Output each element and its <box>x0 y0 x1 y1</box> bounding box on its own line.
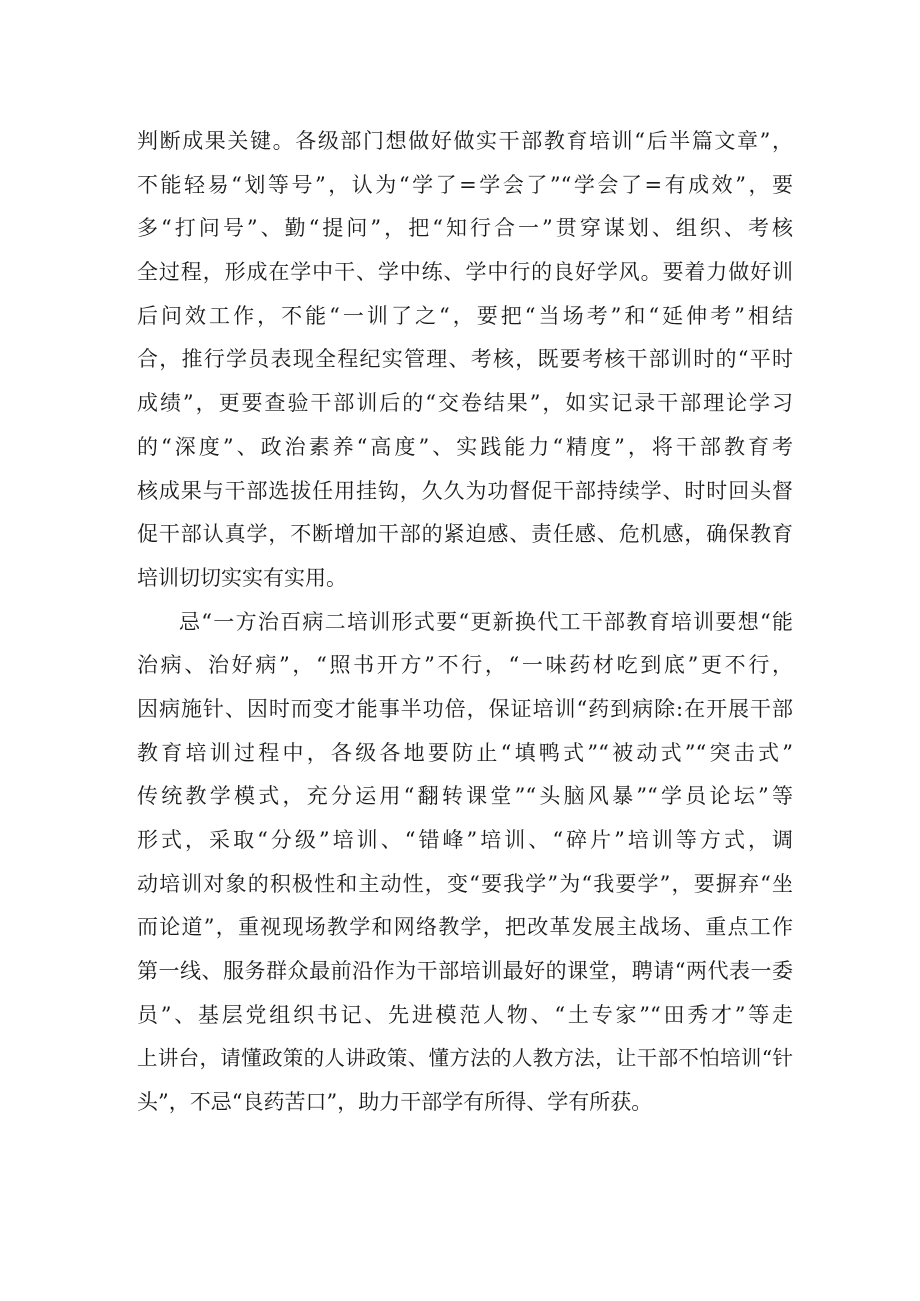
text-line: 不能轻易“划等号”，认为“学了=学会了”“学会了=有成效”，要 <box>137 172 793 197</box>
text-line: 动培训对象的积极性和主动性，变“要我学”为“我要学”，要摒弃“坐 <box>137 871 793 896</box>
text-line: 全过程，形成在学中干、学中练、学中行的良好学风。要着力做好训 <box>137 260 793 285</box>
text-line: 员”、基层党组织书记、先进模范人物、“土专家”“田秀才”等走 <box>137 1002 793 1027</box>
text-line: 促干部认真学，不断增加干部的紧迫感、责任感、危机感，确保教育 <box>137 522 793 547</box>
document-body <box>137 120 793 1125</box>
paragraph-1 <box>137 120 793 601</box>
text-line: 培训切切实实有实用。 <box>137 565 347 590</box>
text-line: 第一线、服务群众最前沿作为干部培训最好的课堂，聘请“两代表一委 <box>137 959 793 984</box>
paragraph-2 <box>137 601 793 1125</box>
text-line: 核成果与干部选拔任用挂钩，久久为功督促干部持续学、时时回头督 <box>137 478 793 503</box>
text-line: 上讲台，请懂政策的人讲政策、懂方法的人教方法，让干部不怕培训“针 <box>137 1046 793 1071</box>
text-line: 治病、治好病”，“照书开方”不行，“一味药材吃到底”更不行， <box>137 653 793 678</box>
text-line: 合，推行学员表现全程纪实管理、考核，既要考核干部训时的“平时 <box>137 347 793 372</box>
text-line: 判断成果关键。各级部门想做好做实干部教育培训“后半篇文章”， <box>137 129 793 153</box>
text-line: 因病施针、因时而变才能事半功倍，保证培训“药到病除:在开展干部 <box>137 696 793 721</box>
text-line: 教育培训过程中，各级各地要防止“填鸭式”“被动式”“突击式” <box>137 740 793 765</box>
text-line: 成绩”，更要查验干部训后的“交卷结果”，如实记录干部理论学习 <box>137 391 793 416</box>
text-line: 忌“一方治百病二培训形式要“更新换代工干部教育培训要想“能 <box>179 609 793 634</box>
text-line: 头”，不忌“良药苦口”，助力干部学有所得、学有所获。 <box>137 1090 653 1115</box>
text-line: 而论道”，重视现场教学和网络教学，把改革发展主战场、重点工作 <box>137 915 793 940</box>
text-line: 形式，采取“分级”培训、“错峰”培训、“碎片”培训等方式，调 <box>137 828 793 852</box>
text-line: 后问效工作，不能“一训了之“，要把“当场考”和“延伸考”相结 <box>137 303 793 328</box>
text-line: 多“打问号”、勤“提问”，把“知行合一”贯穿谋划、组织、考核 <box>137 216 793 241</box>
text-line: 的“深度”、政治素养“高度”、实践能力“精度”，将干部教育考 <box>137 434 793 459</box>
text-line: 传统教学模式，充分运用“翻转课堂”“头脑风暴”“学员论坛”等 <box>137 784 793 809</box>
